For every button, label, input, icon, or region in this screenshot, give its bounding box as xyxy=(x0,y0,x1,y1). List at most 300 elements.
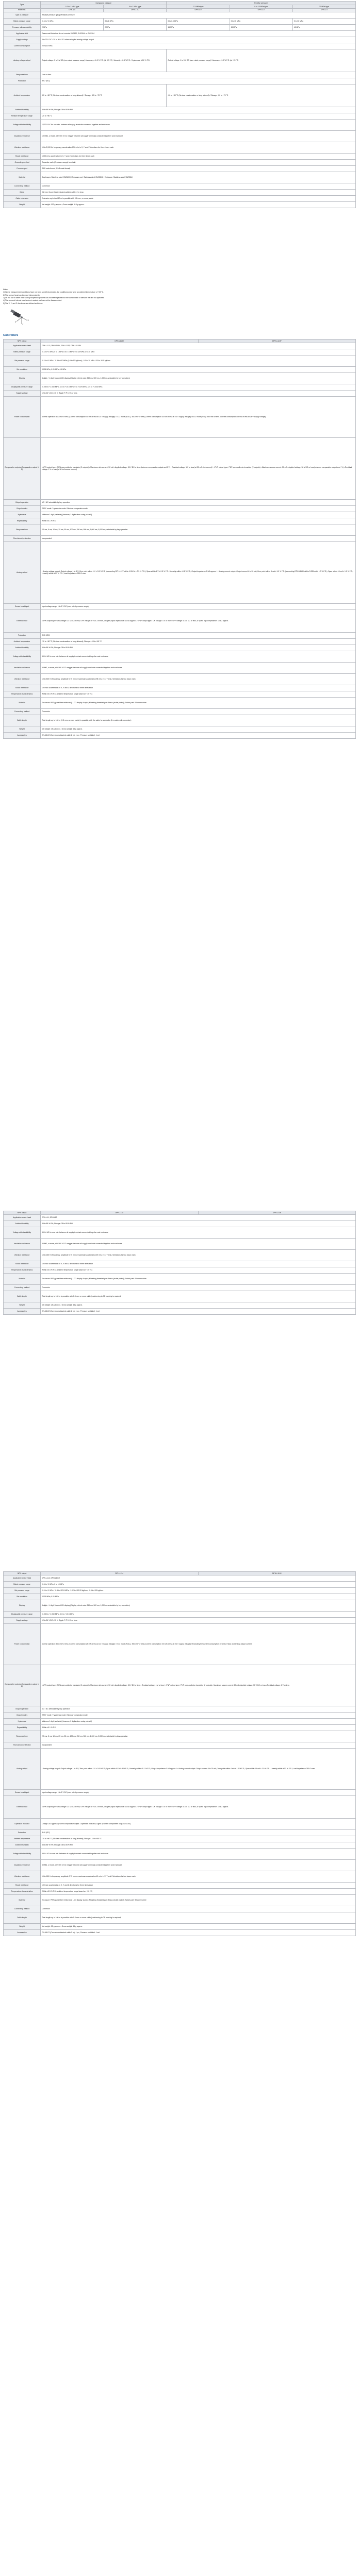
spec-row-value: -0.1 to +1 MPa; 0 to 10 MPa xyxy=(41,1581,356,1587)
spec-row-value: 12 to 24 V DC ±10 % Ripple P-P 10 % or less xyxy=(41,1617,356,1623)
spec-row-label: Output operation xyxy=(4,1706,41,1712)
spec-row xyxy=(4,518,356,524)
spec-row-label: Medium temperature range xyxy=(4,113,41,119)
note-item: 1) Where measurement conditions have not been specified precisely, the conditions used were an ambient temperature of +23 °C. xyxy=(3,291,104,294)
spec-row-label: Output operation xyxy=(4,499,41,505)
spec-row xyxy=(4,1795,356,1818)
spec-row-value: Total length up to 100 m (0.3 mm² or more cable) is possible, with the cable for controller (6 m cable with connector) xyxy=(41,715,356,726)
controller-spec-table-1 xyxy=(3,339,356,739)
spec-row-value: <NPN output type> NPN open-collector transistor (2 outputs) • Maximum sink current: 50 mA • Applied voltage: 30 V DC or less (between comparative output and 0 V) • Residual voltage: 1 V or less (at 50 mA sink current) / <PNP output type> PNP open-collector transistor (2 outputs) • Maximum source current: 50 mA • Applied voltage: 30 V DC or less (between comparative output and +V) • Residual voltage: 1 V or less (at 50 mA source current) xyxy=(41,437,356,499)
spec-row-value: 500 V AC for one min. between all supply terminals connected together and enclosure xyxy=(41,651,356,662)
spec-row xyxy=(4,183,356,189)
spec-row-value: R1/8 male thread (R1/8 male thread) xyxy=(41,165,356,172)
spec-row-label: Sensor head input xyxy=(4,1789,41,1795)
spec-row-value: -0.050 to +1.050 MPa; -0.5 to +10.5 MPa; 0 to 7.875 MPa; -0.5 to +10.50 MPa xyxy=(41,384,356,390)
spec-row xyxy=(4,49,356,72)
spec-row-label: Analog output xyxy=(4,541,41,603)
spec-row-label: Comparative outputs (Comparative output 1, 2) xyxy=(4,437,41,499)
spec-row xyxy=(4,1888,356,1894)
spec-row-label: Power consumption xyxy=(4,396,41,437)
type-header: Type xyxy=(4,2,41,9)
spec-row-label: Temperature characteristics xyxy=(4,1267,41,1273)
spec-row-value: Extension up to total 10 m is possible with 0.2 mm², or more, cable xyxy=(41,195,356,201)
spec-row xyxy=(4,1929,356,1936)
spec-row-value: Within ±0.1 % F.S. xyxy=(41,1724,356,1731)
spec-row xyxy=(4,715,356,726)
spec-row xyxy=(4,1731,356,1742)
spec-row xyxy=(4,130,356,142)
spec-row-value: Connector xyxy=(41,1284,356,1291)
spec-row-cell: 0 to 10 MPa xyxy=(230,18,292,24)
spec-row xyxy=(4,1706,356,1712)
spec-row xyxy=(4,1261,356,1267)
spec-row-value: -20 to +80 °C (No dew condensation or icing allowed) / Storage: -20 to +70 °C xyxy=(41,84,167,107)
range-header: -0.1 to 1 MPa type xyxy=(41,5,104,8)
range-header: 0 to 10 MPa type xyxy=(230,5,292,8)
spec-row-value: 4 to 30 V DC / 20 to 30 V DC when using the analog voltage output xyxy=(41,37,356,43)
spec-row xyxy=(4,37,356,43)
spec-row xyxy=(4,195,356,201)
spec-row-value: -20 to +80 °C (No dew condensation or icing allowed) / Storage: -20 to +70 °C xyxy=(167,84,356,107)
spec-row-label: Voltage withstandability xyxy=(4,1848,41,1859)
spec-row xyxy=(4,1848,356,1859)
spec-row-label: Short-circuit protection xyxy=(4,1742,41,1748)
spec-row xyxy=(4,535,356,541)
spec-row-value: 1,000 V AC for one min. between all supply terminals connected together and enclosure xyxy=(41,119,356,130)
spec-row-value: Within ±0.1 % F.S. xyxy=(41,518,356,524)
model-cell: DPH-1.0 xyxy=(292,8,355,12)
spec-row-value: Incorporated xyxy=(41,1742,356,1748)
spec-row xyxy=(4,1267,356,1273)
model-label: Model No. xyxy=(4,8,41,12)
spec-row xyxy=(4,673,356,685)
spec-row xyxy=(4,1249,356,1261)
spec-row-value: IP40 (IEC) xyxy=(41,1829,356,1836)
spec-row-value: Relative pressure gauge/Positive pressure xyxy=(41,12,356,18)
spec-row-value: • Analog voltage output: Output voltage 1 to 5 V; Zero point within 1 V ± 0.5 % F.S.; Span within 4 V ± 0.5 % F.S.; Linearity within ±0.1 % F.S.; Output impedance 1 kΩ approx. / • Analog current output: Output current 4 to 20 mA; Zero point within 4 mA ± 1.0 % F.S.; Span within 16 mA ± 1.0 % F.S.; Linearity within ±0.1 % F.S.; Load impedance 250 Ω max. xyxy=(41,1748,356,1789)
spec-row xyxy=(4,72,356,78)
spec-row xyxy=(4,343,356,349)
spec-row-value: IP65 (IEC) xyxy=(41,632,356,638)
spec-row-value: 4 digits + 4 digit 3-color LCD display (Display refresh rate: 250 ms, 500 ms, 1,000 ms selectable by key operation) xyxy=(41,1600,356,1611)
spec-row-value: NO / NC selectable by key operation xyxy=(41,1706,356,1712)
spec-row-value: Within ±0.5 % F.S. (ambient temperature range based on +20 °C) xyxy=(41,691,356,697)
controller-spec-table-2 xyxy=(3,1211,356,1315)
spec-row-cell: -0.1 to +1 MPa xyxy=(41,18,104,24)
header-row xyxy=(4,2,356,5)
spec-row xyxy=(4,1842,356,1848)
spec-row-label: Ambient humidity xyxy=(4,1221,41,1227)
spec-row-label: External input xyxy=(4,1795,41,1818)
spec-row xyxy=(4,355,356,366)
spec-row-value: <NPN output type> ON voltage: 0.4 V DC or less; OFF voltage: 5 V DC or more, or open; Input impedance: 10 kΩ approx. / <PNP output type> ON voltage: 4 V or more; OFF voltage: 0.6 V DC or less, or open; Input impedance: 10 kΩ approx. xyxy=(41,1795,356,1818)
spec-row-label: Type of pressure xyxy=(4,12,41,18)
spec-row-label: Rated pressure range xyxy=(4,349,41,355)
model-cell: DPH-1.0 xyxy=(41,8,104,12)
spec-row-label: Hysteresis xyxy=(4,512,41,518)
model-header: DPH-L11a xyxy=(41,1211,199,1215)
controller-spec-rows xyxy=(4,1575,356,1936)
spec-row-label: Display xyxy=(4,372,41,384)
spec-row-cell: 0 to 30 MPa xyxy=(292,18,355,24)
spec-row-value: -20 to +80 °C xyxy=(41,113,356,119)
spec-row-label: Repeatability xyxy=(4,1724,41,1731)
spec-row-value: 35 to 85 % RH; Storage: 35 to 85 % RH xyxy=(41,1221,356,1227)
spec-row-label: Insulation resistance xyxy=(4,1238,41,1249)
spec-row-label: Shock resistance xyxy=(4,1882,41,1888)
spec-row-label: Cable length xyxy=(4,1912,41,1923)
range-header-row xyxy=(4,5,356,8)
spec-row-label: Comparative outputs (Comparative output 1, 2) xyxy=(4,1665,41,1706)
spec-row-label: Pressure withstandability xyxy=(4,24,41,30)
spec-row-value: 4 digits + 4 digit 3-color LCD display (Display refresh rate: 250 ms, 500 ms, 1,000 ms selectable by key operation) xyxy=(41,372,356,384)
spec-row xyxy=(4,645,356,651)
spec-row xyxy=(4,437,356,499)
controller-block-1 xyxy=(3,339,356,739)
spec-row-label: Response time xyxy=(4,524,41,535)
spec-row-value: 100 m/s² acceleration in X, Y and Z directions for three times each xyxy=(41,1261,356,1267)
axis-y-label: Y xyxy=(22,324,24,326)
spec-row-label: Ambient temperature xyxy=(4,84,41,107)
spec-row xyxy=(4,691,356,697)
sensor-notes xyxy=(3,289,356,305)
spec-row-value: Input voltage range: 1 to 5 V DC (over rated pressure range) xyxy=(41,603,356,609)
spec-row-label: Weight xyxy=(4,1923,41,1929)
spec-row-label: Accessories xyxy=(4,1308,41,1314)
spec-row xyxy=(4,524,356,535)
spec-row xyxy=(4,505,356,512)
spec-row-label: Voltage withstandability xyxy=(4,1227,41,1238)
controller-block-2 xyxy=(3,1211,356,1315)
spec-row xyxy=(4,732,356,738)
spec-row xyxy=(4,189,356,195)
spec-row-label: Accessories xyxy=(4,732,41,738)
spec-row-label: Vibration resistance xyxy=(4,1249,41,1261)
spec-row-value: Connector xyxy=(41,1906,356,1912)
sensor-spec-block xyxy=(3,1,356,208)
spec-row-label: Connecting method xyxy=(4,1906,41,1912)
spec-row xyxy=(4,1227,356,1238)
spec-row xyxy=(4,541,356,603)
spec-row-label: Cable length xyxy=(4,1291,41,1302)
spec-row xyxy=(4,1742,356,1748)
spec-row-label: Hysteresis xyxy=(4,1718,41,1724)
spec-row-label: Displayable pressure range xyxy=(4,1611,41,1617)
spec-row xyxy=(4,697,356,708)
spec-row-value: Capacitor earth (Enclosure-supply terminal) xyxy=(41,159,356,165)
spec-row-value: 50 MΩ, or more, with 500 V DC megger between all supply terminals connected together and enclosure xyxy=(41,662,356,673)
spec-row-value: EASY mode / Hysteresis mode / Window comparator mode xyxy=(41,1712,356,1718)
spec-row-label: Displayable pressure range xyxy=(4,384,41,390)
controller-block-3 xyxy=(3,1571,356,1936)
spec-row-label: Insulation resistance xyxy=(4,662,41,673)
spec-row-label: Protection xyxy=(4,632,41,638)
range-header: 0 to 1 MPa type xyxy=(104,5,167,8)
model-header: DPH-L13a xyxy=(198,1211,356,1215)
sensor-body xyxy=(10,309,23,318)
spec-row-label: Sensor head input xyxy=(4,603,41,609)
type-header: NPN output xyxy=(4,340,41,343)
spec-row xyxy=(4,366,356,372)
spec-row xyxy=(4,1836,356,1842)
spec-row-label: Cable xyxy=(4,189,41,195)
spec-row xyxy=(4,201,356,208)
spec-row-label: Ambient humidity xyxy=(4,645,41,651)
spec-row-value: 1,000 m/s² acceleration in X, Y and Z directions for three times each xyxy=(41,153,356,159)
spec-row-value: Output voltage: 1 to 5 V DC (over rated pressure range) / Accuracy: ±1.0 % F.S. (at +23 °C) / Linearity: ±0.5 % F.S. / Hysteresis: ±0.2 % F.S. xyxy=(41,49,167,72)
spec-row xyxy=(4,1829,356,1836)
model-header: DPH-L113V xyxy=(41,340,199,343)
spec-row xyxy=(4,651,356,662)
spec-row xyxy=(4,1665,356,1706)
spec-row-value: Net weight: 25 g approx.; Gross weight: 45 g approx. xyxy=(41,1302,356,1308)
range-header: 30 MPa type xyxy=(292,5,355,8)
spec-row-cell: 45 MPa xyxy=(292,24,355,30)
spec-row-label: Grounding method xyxy=(4,159,41,165)
spec-row-value: 0.001 MPa; 0.01 MPa; 0.1 MPa xyxy=(41,366,356,372)
spec-row-label: Supply voltage xyxy=(4,1617,41,1623)
spec-row xyxy=(4,632,356,638)
note-item: 3) Do not use in water if the factory inspection process has not been specified for the combination of sensors that are not specified. xyxy=(3,297,105,299)
spec-row-value: Enclosure: PBT (glass fiber reinforced); LCD display: Acrylic; Mounting threaded part: Brass (nickel plated); Switch part: Silicone rubber xyxy=(41,697,356,708)
spec-row-label: Shock resistance xyxy=(4,1261,41,1267)
spec-row xyxy=(4,1273,356,1284)
spec-row xyxy=(4,1623,356,1665)
type-header: NPN output xyxy=(4,1211,41,1215)
spec-row xyxy=(4,142,356,153)
spec-row-label: Weight xyxy=(4,1302,41,1308)
spec-row-label: Temperature characteristics xyxy=(4,691,41,697)
spec-row-value: -10 to +50 °C (No dew condensation or icing allowed); Storage: -10 to +60 °C xyxy=(41,638,356,645)
spec-row xyxy=(4,1291,356,1302)
model-cell: DPH-1.0 xyxy=(167,8,230,12)
spec-row-label: Shock resistance xyxy=(4,153,41,159)
spec-row-value: 35 to 85 % RH; Storage: 35 to 85 % RH xyxy=(41,645,356,651)
spec-row xyxy=(4,512,356,518)
spec-row xyxy=(4,1882,356,1888)
sensor-spec-rows xyxy=(4,12,356,208)
spec-row-value: 35 to 85 % RH; Storage: 35 to 85 % RH xyxy=(41,1842,356,1848)
spec-row-value: Diaphragm: Stainless steel (SUS630) / Pressure port: Stainless steel (SUS304) / Enclosure: Stainless steel (SUS304) xyxy=(41,172,356,183)
spec-row-cell: 15 MPa xyxy=(167,24,230,30)
spec-row-label: Applicable sensor head xyxy=(4,343,41,349)
spec-row xyxy=(4,107,356,113)
spec-row-value: Total length up to 100 m is possible with 0.3 mm² or more cable (conforming to CE marking is required) xyxy=(41,1912,356,1923)
spec-row-value: Enclosure: PBT (glass fiber reinforced); LCD display: Acrylic; Mounting threaded part: Brass (nickel plated); Switch part: Silicone rubber xyxy=(41,1894,356,1906)
spec-row-label: Supply voltage xyxy=(4,37,41,43)
spec-row-label: Shock resistance xyxy=(4,685,41,691)
spec-row-label: Repeatability xyxy=(4,518,41,524)
spec-row-label: Cable length xyxy=(4,715,41,726)
spec-row xyxy=(4,638,356,645)
spec-row-value: 0.2 mm² 3-core heat-resistant cabtyre cable, 2 m long xyxy=(41,189,356,195)
spec-row-label: Applicable sensor head xyxy=(4,1575,41,1581)
note-item: 2) The sensor head can be used independently. xyxy=(3,294,40,296)
spec-row xyxy=(4,499,356,505)
spec-row xyxy=(4,24,356,30)
spec-row xyxy=(4,1587,356,1594)
spec-row-value: 12 to 24 V DC ±10 % Ripple P-P 10 % or less xyxy=(41,390,356,396)
spec-row-value: Input voltage range: 1 to 5 V DC (over rated pressure range) xyxy=(41,1789,356,1795)
spec-row-value: 10 to 2,000 Hz frequency; acceleration 294 m/s² in X, Y and Z directions for three hours each xyxy=(41,142,356,153)
spec-row-value: <NPN output type> ON voltage: 0.4 V DC or less; OFF voltage: 5 V DC or more, or open; Input impedance: 10 kΩ approx. / <PNP output type> ON voltage: 4 V or more; OFF voltage: 0.6 V DC or less, or open; Input impedance: 10 kΩ approx. xyxy=(41,609,356,632)
spec-row-value: Net weight: 102 g approx.; Gross weight: 118 g approx. xyxy=(41,201,356,208)
spec-row-value: 50 MΩ, or more, with 500 V DC megger between all supply terminals connected together and enclosure xyxy=(41,1859,356,1871)
spec-row xyxy=(4,662,356,673)
spec-row-label: Ambient humidity xyxy=(4,1842,41,1848)
spec-row xyxy=(4,390,356,396)
spec-row xyxy=(4,165,356,172)
spec-row xyxy=(4,153,356,159)
controllers-section xyxy=(3,334,356,337)
spec-row-label: Weight xyxy=(4,726,41,732)
controllers-title: Controllers xyxy=(3,334,19,337)
spec-row-value: DPH-L113, DPH-L113V, DPH-L113P, DPH-L113PV xyxy=(41,343,356,349)
spec-row-label: Applicable sensor head xyxy=(4,1214,41,1221)
spec-row-value: -0.1 to +1 MPa; 0 to 1 MPa; 0 to 7.5 MPa; 0 to 10 MPa; 0 to 30 MPa xyxy=(41,349,356,355)
spec-row-label: Set resolution xyxy=(4,1594,41,1600)
spec-row xyxy=(4,1575,356,1581)
model-cell: DPH-1.0C xyxy=(104,8,167,12)
spec-row xyxy=(4,685,356,691)
model-row xyxy=(4,8,356,12)
spec-row-value: DPH-L114, DPH-L10-H xyxy=(41,1575,356,1581)
spec-row-label: Applicable fluid xyxy=(4,30,41,37)
spec-row-value: DPH-L11, DPH-L13 xyxy=(41,1214,356,1221)
spec-row-value: 500 V AC for one min. between all supply terminals connected together and enclosure xyxy=(41,1848,356,1859)
spec-row xyxy=(4,1894,356,1906)
spec-row-label: Accessories xyxy=(4,1929,41,1936)
spec-row xyxy=(4,349,356,355)
spec-row-label: Set resolution xyxy=(4,366,41,372)
spec-row-label: Vibration resistance xyxy=(4,142,41,153)
spec-row xyxy=(4,1859,356,1871)
spec-row-label: Temperature characteristics xyxy=(4,1888,41,1894)
spec-row xyxy=(4,119,356,130)
spec-row-label: Weight xyxy=(4,201,41,208)
spec-row xyxy=(4,1617,356,1623)
spec-row-label: Material xyxy=(4,172,41,183)
axis-z-label: Z xyxy=(15,321,17,323)
compound-header: Compound pressure xyxy=(41,2,167,5)
spec-row-value: Minimum 1 digit (variable) (however, 2 digits when using psi unit) xyxy=(41,512,356,518)
spec-row-value: • Analog voltage output: Output voltage 1 to 5 V; Zero point within 1 V ± 0.5 % F.S. (accounting DPH-L11V within 1.004 V ± 0.5 % F.S.); Span within 4 V ± 0.5 % F.S.; Linearity within ±0.1 % F.S.; Output impedance 1 kΩ approx. / • Analog current output: Output current 4 to 20 mA; Zero point within 4 mA ± 1.0 % F.S. (accounting DPH-L113V within 3.995 mA ± 1.0 % F.S.); Span within 16 mA ± 1.0 % F.S.; Linearity within ±0.1 % F.S.; Load impedance 250 Ω max. xyxy=(41,541,356,603)
spec-row-value: Gases and fluids that do not corrode SUS630, SUS316L or SUS304 xyxy=(41,30,356,37)
spec-row xyxy=(4,1748,356,1789)
spec-row-value: Incorporated xyxy=(41,535,356,541)
spec-row-label: Output modes xyxy=(4,505,41,512)
spec-row-label: External input xyxy=(4,609,41,632)
spec-row-label: Pressure port xyxy=(4,165,41,172)
spec-row-label: Insulation resistance xyxy=(4,130,41,142)
spec-row-value: 10 to 150 Hz frequency; amplitude 0.75 mm or maximum acceleration 49 m/s² in X, Y and Z directions for two hours each xyxy=(41,1871,356,1882)
spec-row-value: Connector xyxy=(41,708,356,715)
spec-row-value: 100 m/s² acceleration in X, Y and Z directions for three times each xyxy=(41,685,356,691)
header-row xyxy=(4,1211,356,1215)
spec-row xyxy=(4,1923,356,1929)
spec-row-label: Set pressure range xyxy=(4,355,41,366)
spec-row-value: Connector xyxy=(41,183,356,189)
model-header: DPH-L10-H xyxy=(198,1572,356,1575)
spec-row-value: 20 mA or less xyxy=(41,43,356,49)
spec-row xyxy=(4,384,356,390)
spec-row-value: 10 to 500 Hz frequency; amplitude 0.75 mm or maximum acceleration 98 m/s² in X, Y and Z directions for two hours each xyxy=(41,673,356,685)
spec-row-value: Net weight: 25 g approx.; Gross weight: 45 g approx. xyxy=(41,1923,356,1929)
spec-row-label: Analog output xyxy=(4,1748,41,1789)
spec-row xyxy=(4,396,356,437)
spec-row-value: -10 to +50 °C (No dew condensation or icing allowed); Storage: -10 to +60 °C xyxy=(41,1836,356,1842)
spec-row-label: Short-circuit protection xyxy=(4,535,41,541)
spec-row-value: EASY mode / Hysteresis mode / Window comparator mode xyxy=(41,505,356,512)
spec-row-label: Set pressure range xyxy=(4,1587,41,1594)
spec-row xyxy=(4,708,356,715)
spec-row xyxy=(4,159,356,165)
note-item: 5) The X, Y, and Z directions are defined as follows. xyxy=(3,302,43,304)
spec-row-label: Rated pressure range xyxy=(4,18,41,24)
spec-row xyxy=(4,12,356,18)
spec-row-label: Power consumption xyxy=(4,1623,41,1665)
spec-row xyxy=(4,113,356,119)
spec-row-label: Display xyxy=(4,1600,41,1611)
controller-spec-rows xyxy=(4,343,356,738)
spec-row-cell: 2 MPa xyxy=(104,24,167,30)
spec-row-value: Within ±0.5 % F.S. (ambient temperature range based on +20 °C) xyxy=(41,1267,356,1273)
spec-row xyxy=(4,603,356,609)
spec-row xyxy=(4,43,356,49)
spec-row xyxy=(4,609,356,632)
spec-row xyxy=(4,1712,356,1718)
spec-row-value: CN-68-C2 (Connector attached cable 2 m): 1 pc.; Pressure unit label: 1 set xyxy=(41,1929,356,1936)
spec-row xyxy=(4,1912,356,1923)
range-header: -7.5 MPa type xyxy=(167,5,230,8)
spec-row xyxy=(4,172,356,183)
axis-x-label: X xyxy=(27,319,29,321)
spec-row xyxy=(4,1581,356,1587)
spec-row-label: Vibration resistance xyxy=(4,673,41,685)
model-header: DPH-L113P xyxy=(198,340,356,343)
spec-row xyxy=(4,1302,356,1308)
spec-row-label: Ambient temperature xyxy=(4,1836,41,1842)
spec-row-label: Protection xyxy=(4,1829,41,1836)
spec-row-label: Ambient humidity xyxy=(4,107,41,113)
header-row xyxy=(4,340,356,343)
spec-row-value: Output voltage: 1 to 5 V DC (over rated pressure range) / Accuracy: ±1.0 % F.S. (at +23 °C) xyxy=(167,49,356,72)
spec-row-value: Net weight: 45 g approx.; Gross weight: 65 g approx. xyxy=(41,726,356,732)
note-item: 4) The sensor's internal mechanism is sealed and can not be disassembled. xyxy=(3,299,62,302)
spec-row-value: -0.1 to +1 MPa / -0.5 to +10.5 MPa; -1.02 to +10.20 kgf/cm²; -0.5 to +10 kgf/cm² xyxy=(41,1587,356,1594)
spec-row-value: Total length up to 100 m is possible with 0.3 mm² or more cable (conforming to CE marking is required) xyxy=(41,1291,356,1302)
spec-row-label: Response time xyxy=(4,1731,41,1742)
spec-row-label: Insulation resistance xyxy=(4,1859,41,1871)
spec-row-value: 35 to 85 % RH; Storage: 35 to 85 % RH xyxy=(41,107,356,113)
spec-row-value: NO / NC selectable by key operation xyxy=(41,499,356,505)
spec-row xyxy=(4,1221,356,1227)
spec-row-label: Voltage withstandability xyxy=(4,119,41,130)
spec-row-value: 500 V AC for one min. between all supply terminals connected together and enclosure xyxy=(41,1227,356,1238)
spec-row-cell: 0 to 1 MPa xyxy=(104,18,167,24)
controller-spec-table-3 xyxy=(3,1571,356,1936)
spec-row-value: -0.050 to +1.050 MPa; -0.5 to +10.5 MPa xyxy=(41,1611,356,1617)
spec-row-value: Within ±0.5 % F.S. (ambient temperature range based on +20 °C) xyxy=(41,1888,356,1894)
spec-row-value: 2.5 ms, 5 ms, 10 ms, 25 ms, 50 ms, 100 ms, 250 ms, 500 ms, 1,000 ms, 5,000 ms, selectable by key operation xyxy=(41,1731,356,1742)
model-header: DPH-L114 xyxy=(41,1572,199,1575)
spec-row-label: Rated pressure range xyxy=(4,1581,41,1587)
spec-row-label: Vibration resistance xyxy=(4,1871,41,1882)
sensor-axis-illustration xyxy=(9,307,30,326)
spec-row-value: Normal operation: 600 mW or less (Current consumption 25 mA or less at 24 V supply voltage) / ECO mode (FULL): 500 mW or less (Current consumption 20 mA or less at 24 V supply voltage) / Excluding the current consumption of sensor head and analog output current xyxy=(41,1623,356,1665)
spec-row xyxy=(4,78,356,84)
spec-row xyxy=(4,1789,356,1795)
